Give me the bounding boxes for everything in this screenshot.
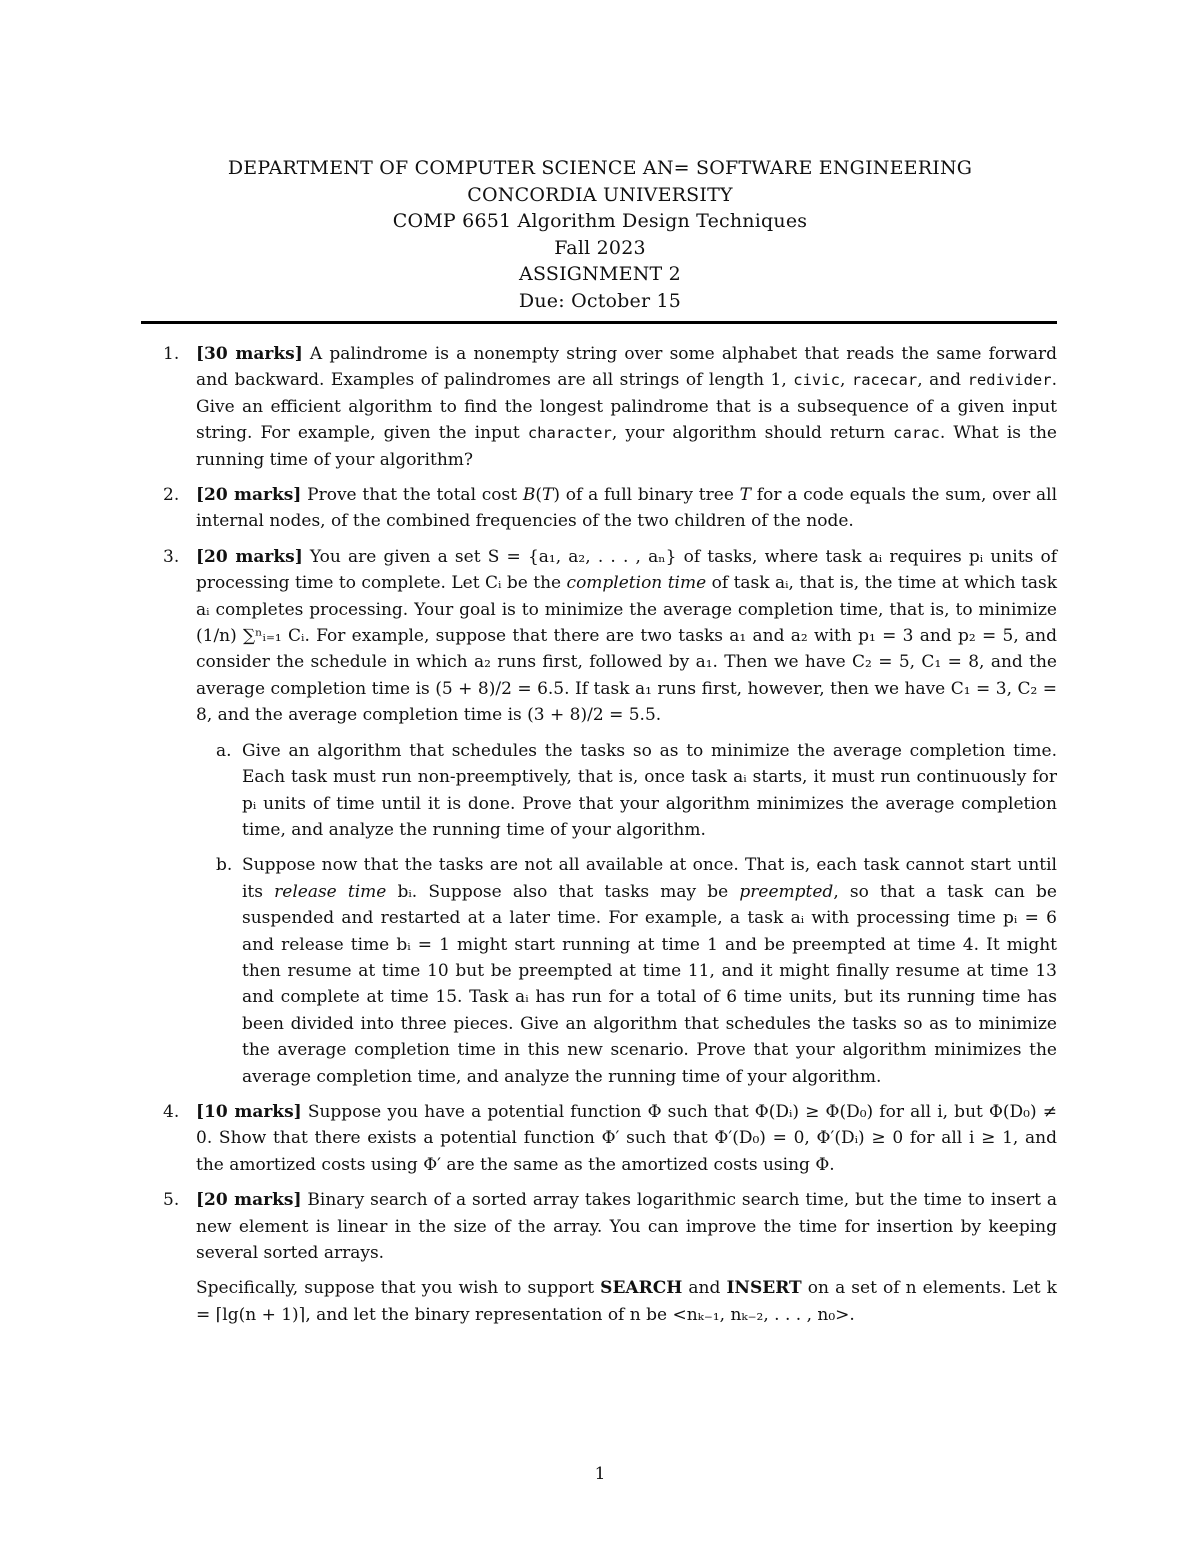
subquestion-label: a. <box>216 740 232 761</box>
question-number: 2. <box>163 485 180 506</box>
due-date: Due: October 15 <box>518 289 682 312</box>
question-number: 4. <box>163 1101 180 1122</box>
subquestion-text: , so that a task can be suspended and restarted at a later time. For example, a task aᵢ with processing time pᵢ = 6 and release time bᵢ = 1 might start running at time 1 and be preempted at time 4. It might then resume at time 10 but be preempted at time 11, and it might finally resume at time 13 and complete at time 15. Task aᵢ has run for a total of 6 time units, but its running time has been divided into three pieces. Give an algorithm that schedules the tasks so as to minimize the average completion time in this new scenario. Prove that your algorithm minimizes the average completion time, and analyze the running time of your algorithm. <box>242 881 1057 1087</box>
course-line: COMP 6651 Algorithm Design Techniques <box>392 210 808 233</box>
question-marks: [20 marks] <box>196 485 302 506</box>
question-5 <box>141 1187 1057 1328</box>
subquestion-text: bᵢ. Suppose also that tasks may be <box>386 881 740 902</box>
emphasis-term: completion time <box>566 573 707 594</box>
question-text: Prove that the total cost <box>301 485 523 506</box>
question-text: on a set of n elements. Let k = ⌈lg(n + 1)⌉, and let the binary representation of n be <nₖ₋₁, nₖ₋₂, . . . , n₀>. <box>196 1278 1057 1325</box>
question-marks: [30 marks] <box>196 344 303 364</box>
question-text: and <box>682 1278 727 1299</box>
emphasis-term: preempted <box>739 881 834 902</box>
document-header <box>0 155 1200 315</box>
question-text: A palindrome is a nonempty string over some alphabet that reads the same forward and backward. Examples of palindromes are all strings of length 1, <box>196 344 1057 391</box>
term-line: Fall 2023 <box>554 236 646 259</box>
subquestion-label: b. <box>216 855 233 876</box>
subquestion-a <box>196 738 1057 844</box>
math-symbol: T <box>542 485 554 506</box>
question-text: . What is the running time of your algorithm? <box>196 423 1057 470</box>
question-1 <box>141 341 1057 473</box>
question-2 <box>141 482 1057 535</box>
question-text: Suppose you have a potential function Φ such that Φ(Dᵢ) ≥ Φ(D₀) for all i, but Φ(D₀) ≠ 0. Show that there exists a potential function Φ′ such that Φ′(D₀) = 0, Φ′(Dᵢ) ≥ 0 for all i ≥ 1, and the amortized costs using Φ′ are the same as the amortized costs using Φ. <box>196 1101 1057 1175</box>
math-symbol: B <box>522 485 536 506</box>
subquestion-list <box>196 738 1057 1090</box>
question-text: ( <box>535 485 543 506</box>
question-text: Binary search of a sorted array takes logarithmic search time, but the time to insert a new element is linear in the size of the array. You can improve the time for insertion by keeping several sorted arrays. <box>196 1190 1057 1263</box>
question-text: Specifically, suppose that you wish to support <box>196 1278 601 1299</box>
example-racecar: racecar <box>851 371 918 390</box>
example-output: carac <box>893 424 940 443</box>
question-text: . Give an efficient algorithm to find the longest palindrome that is a subsequence of a given input string. For example, given the input <box>196 370 1057 444</box>
subquestion-text: Suppose now that the tasks are not all available at once. That is, each task cannot start until its <box>242 855 1057 902</box>
question-list <box>141 341 1057 1328</box>
question-3 <box>141 544 1057 1090</box>
example-civic: civic <box>793 371 840 390</box>
university-line: CONCORDIA UNIVERSITY <box>467 183 733 206</box>
question-number: 3. <box>163 546 180 567</box>
operation-search: SEARCH <box>600 1278 683 1299</box>
question-text: , and <box>917 370 968 391</box>
assignment-title: ASSIGNMENT 2 <box>519 263 681 286</box>
questions-body <box>141 341 1057 1337</box>
question-paragraph <box>196 1275 1057 1328</box>
subquestion-b <box>196 852 1057 1090</box>
question-4 <box>141 1099 1057 1178</box>
question-number: 5. <box>163 1190 180 1211</box>
example-redivider: redivider <box>967 371 1052 390</box>
department-line: DEPARTMENT OF COMPUTER SCIENCE AN= SOFTWARE ENGINEERING <box>227 157 973 179</box>
question-marks: [10 marks] <box>196 1101 302 1122</box>
page-number: 1 <box>594 1464 606 1484</box>
subquestion-text: Give an algorithm that schedules the tasks so as to minimize the average completion time. Each task must run non-preemptively, that is, once task aᵢ starts, it must run continuously for pᵢ units of time until it is done. Prove that your algorithm minimizes the average completion time, and analyze the running time of your algorithm. <box>242 740 1057 840</box>
question-marks: [20 marks] <box>196 1190 302 1211</box>
question-text: of task aᵢ, that is, the time at which task aᵢ completes processing. Your goal is to minimize the average completion time, that is, to minimize (1/n) ∑ⁿᵢ₌₁ Cᵢ. For example, suppose that there are two tasks a₁ and a₂ with p₁ = 3 and p₂ = 5, and consider the schedule in which a₂ runs first, followed by a₁. Then we have C₂ = 5, C₁ = 8, and the average completion time is (5 + 8)/2 = 6.5. If task a₁ runs first, however, then we have C₁ = 3, C₂ = 8, and the average completion time is (3 + 8)/2 = 5.5. <box>196 573 1058 726</box>
math-symbol: T <box>739 485 752 506</box>
header-rule <box>141 321 1057 324</box>
question-marks: [20 marks] <box>196 546 303 567</box>
question-text: , <box>839 370 852 391</box>
operation-insert: INSERT <box>726 1278 802 1299</box>
emphasis-term: release time <box>274 881 387 902</box>
example-input: character <box>527 424 612 443</box>
question-text: ) of a full binary tree <box>553 485 740 506</box>
question-text: for a code equals the sum, over all internal nodes, of the combined frequencies of the two children of the node. <box>196 485 1058 532</box>
question-number: 1. <box>163 344 180 364</box>
question-text: You are given a set S = {a₁, a₂, . . . , aₙ} of tasks, where task aᵢ requires pᵢ units of processing time to complete. Let Cᵢ be the <box>196 546 1057 594</box>
question-text: , your algorithm should return <box>611 423 894 444</box>
